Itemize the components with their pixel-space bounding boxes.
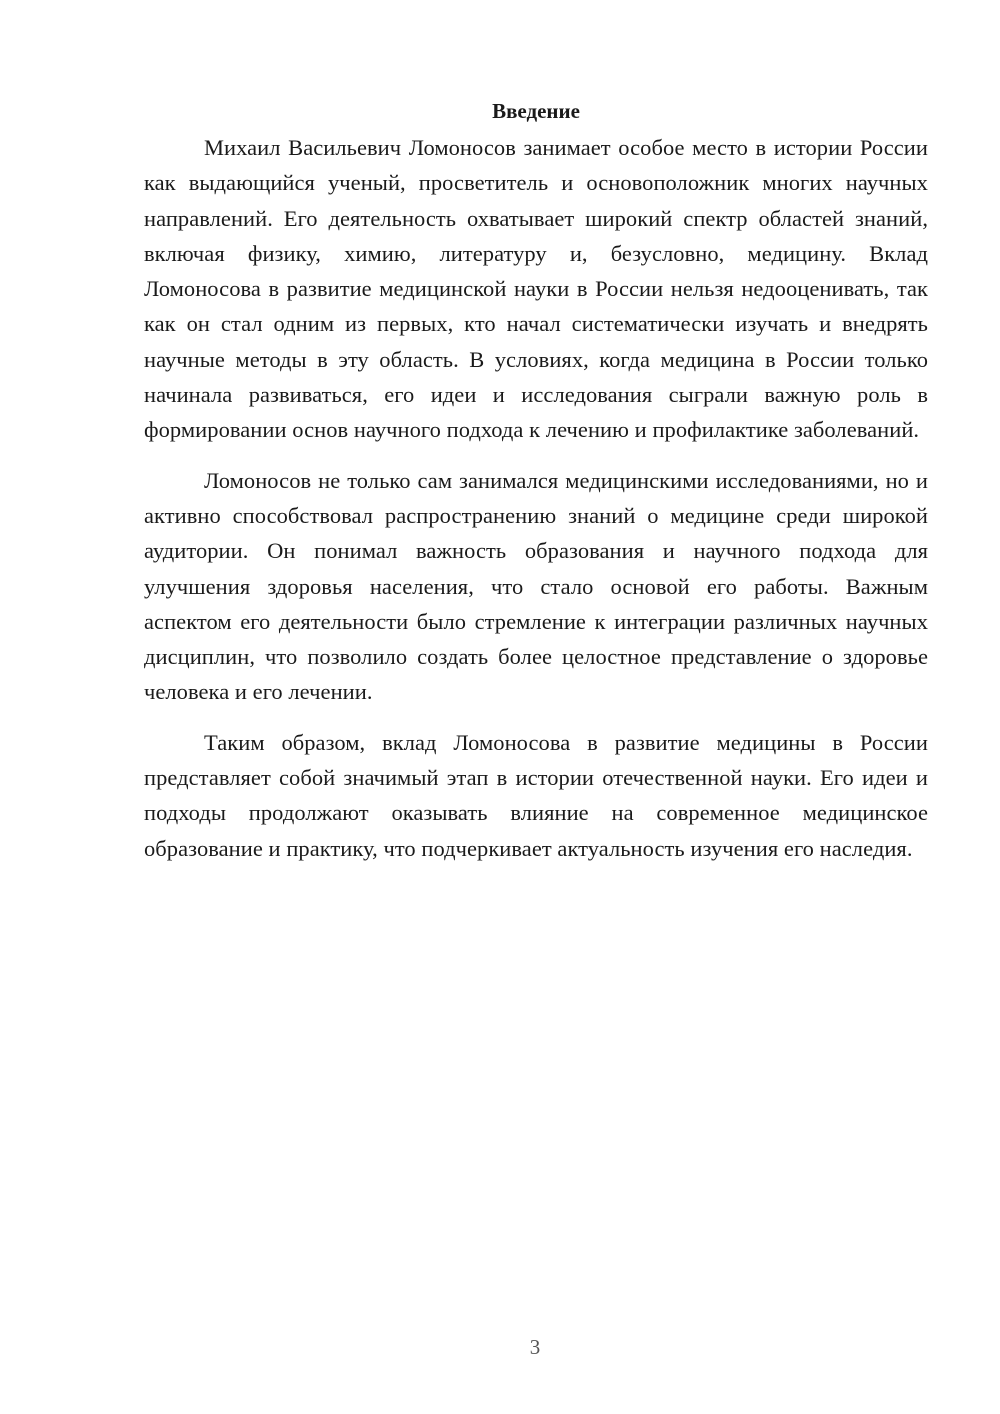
- section-title: Введение: [492, 99, 580, 123]
- paragraph-conclusion: Таким образом, вклад Ломоносова в развитие медицины в России представляет собой значимый этап в истории отечественной науки. Его идеи и подходы продолжают оказывать влияние на современное медицинское образование и практику, что подчеркивает актуальность изучения его наследия.: [144, 729, 928, 861]
- page-number: 3: [529, 1335, 541, 1359]
- document-body: [144, 96, 928, 881]
- paragraph-education: Ломоносов не только сам занимался медицинскими исследованиями, но и активно способствовал распространению знаний о медицине среди широкой аудитории. Он понимал важность образования и научного подхода для улучшения здоровья населения, что стало основой его работы. Важным аспектом его деятельности было стремление к интеграции различных научных дисциплин, что позволило создать более целостное представление о здоровье человека и его лечении.: [144, 467, 928, 705]
- paragraph-intro: Михаил Васильевич Ломоносов занимает особое место в истории России как выдающийся ученый, просветитель и основоположник многих научных направлений. Его деятельность охватывает широкий спектр областей знаний, включая физику, химию, литературу и, безусловно, медицину. Вклад Ломоносова в развитие медицинской науки в России нельзя недооценивать, так как он стал одним из первых, кто начал систематически изучать и внедрять научные методы в эту область. В условиях, когда медицина в России только начинала развиваться, его идеи и исследования сыграли важную роль в формировании основ научного подхода к лечению и профилактике заболеваний.: [144, 135, 928, 443]
